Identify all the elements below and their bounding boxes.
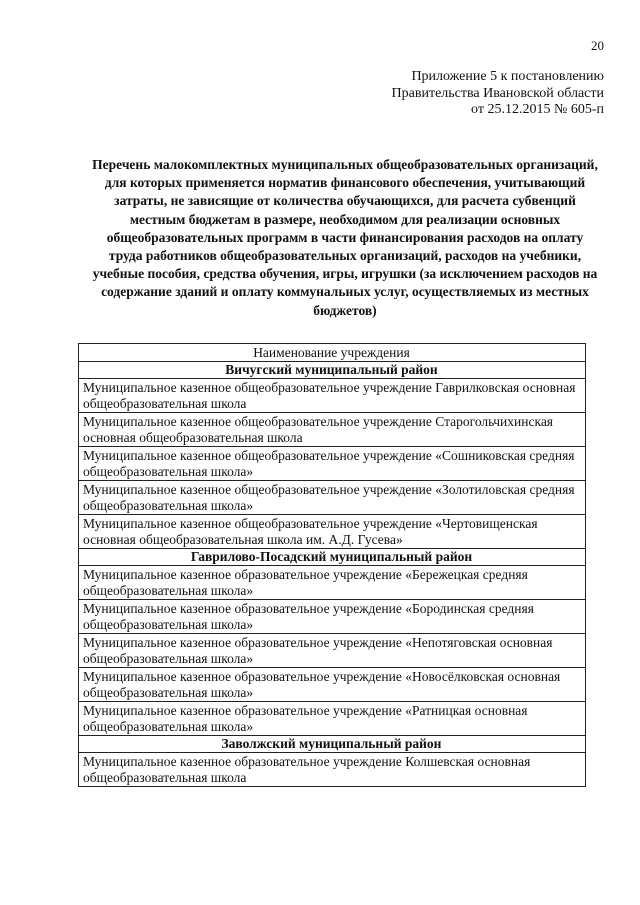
institution-name: Муниципальное казенное образовательное учреждение «Ратницкая основная общеобразовательная школа» (79, 702, 586, 736)
institution-name: Муниципальное казенное образовательное учреждение «Бородинская средняя общеобразовательная школа» (79, 600, 586, 634)
table-row (79, 753, 586, 787)
table-row (79, 634, 586, 668)
institution-name: Муниципальное казенное общеобразовательное учреждение «Золотиловская средняя общеобразовательная школа» (79, 481, 586, 515)
institutions-table-body (79, 344, 586, 787)
table-row (79, 668, 586, 702)
table-row (79, 566, 586, 600)
institution-name: Муниципальное казенное образовательное учреждение «Бережецкая средняя общеобразовательная школа» (79, 566, 586, 600)
table-header-row (79, 344, 586, 362)
page-number: 20 (591, 38, 604, 53)
appendix-line-2: Правительства Ивановской области (391, 85, 604, 101)
institutions-table (78, 343, 586, 787)
table-row (79, 702, 586, 736)
appendix-line-3: от 25.12.2015 № 605-п (471, 102, 604, 117)
institution-name: Муниципальное казенное общеобразовательное учреждение Старогольчихинская основная общеобразовательная школа (79, 413, 586, 447)
table-row (79, 481, 586, 515)
district-name: Вичугский муниципальный район (79, 362, 586, 379)
district-row (79, 362, 586, 379)
appendix-line-1: Приложение 5 к постановлению (411, 69, 604, 84)
table-row (79, 447, 586, 481)
district-row (79, 736, 586, 753)
appendix-header (284, 69, 604, 119)
institution-name: Муниципальное казенное общеобразовательное учреждение «Сошниковская средняя общеобразовательная школа» (79, 447, 586, 481)
table-row (79, 515, 586, 549)
institution-name: Муниципальное казенное образовательное учреждение Колшевская основная общеобразовательная школа (79, 753, 586, 787)
table-row (79, 379, 586, 413)
institution-name: Муниципальное казенное общеобразовательное учреждение «Чертовищенская основная общеобразовательная школа им. А.Д. Гусева» (79, 515, 586, 549)
district-name: Заволжский муниципальный район (79, 736, 586, 753)
institution-name: Муниципальное казенное образовательное учреждение «Непотяговская основная общеобразовательная школа» (79, 634, 586, 668)
table-row (79, 413, 586, 447)
table-row (79, 600, 586, 634)
document-title: Перечень малокомплектных муниципальных общеобразовательных организаций, для которых применяется норматив финансового обеспечения, учитывающий затраты, не зависящие от количества обучающихся, для расчета субвенций местным бюджетам в размере, необходимом для реализации основных общеобразовательных программ в части финансирования расходов на оплату труда работников общеобразовательных организаций, расходов на учебники, учебные пособия, средства обучения, игры, игрушки (за исключением расходов на содержание зданий и оплату коммунальных услуг, осуществляемых из местных бюджетов) (92, 157, 598, 318)
district-name: Гаврилово-Посадский муниципальный район (79, 549, 586, 566)
table-header-cell: Наименование учреждения (79, 344, 586, 362)
institution-name: Муниципальное казенное общеобразовательное учреждение Гаврилковская основная общеобразовательная школа (79, 379, 586, 413)
district-row (79, 549, 586, 566)
institution-name: Муниципальное казенное образовательное учреждение «Новосёлковская основная общеобразовательная школа» (79, 668, 586, 702)
